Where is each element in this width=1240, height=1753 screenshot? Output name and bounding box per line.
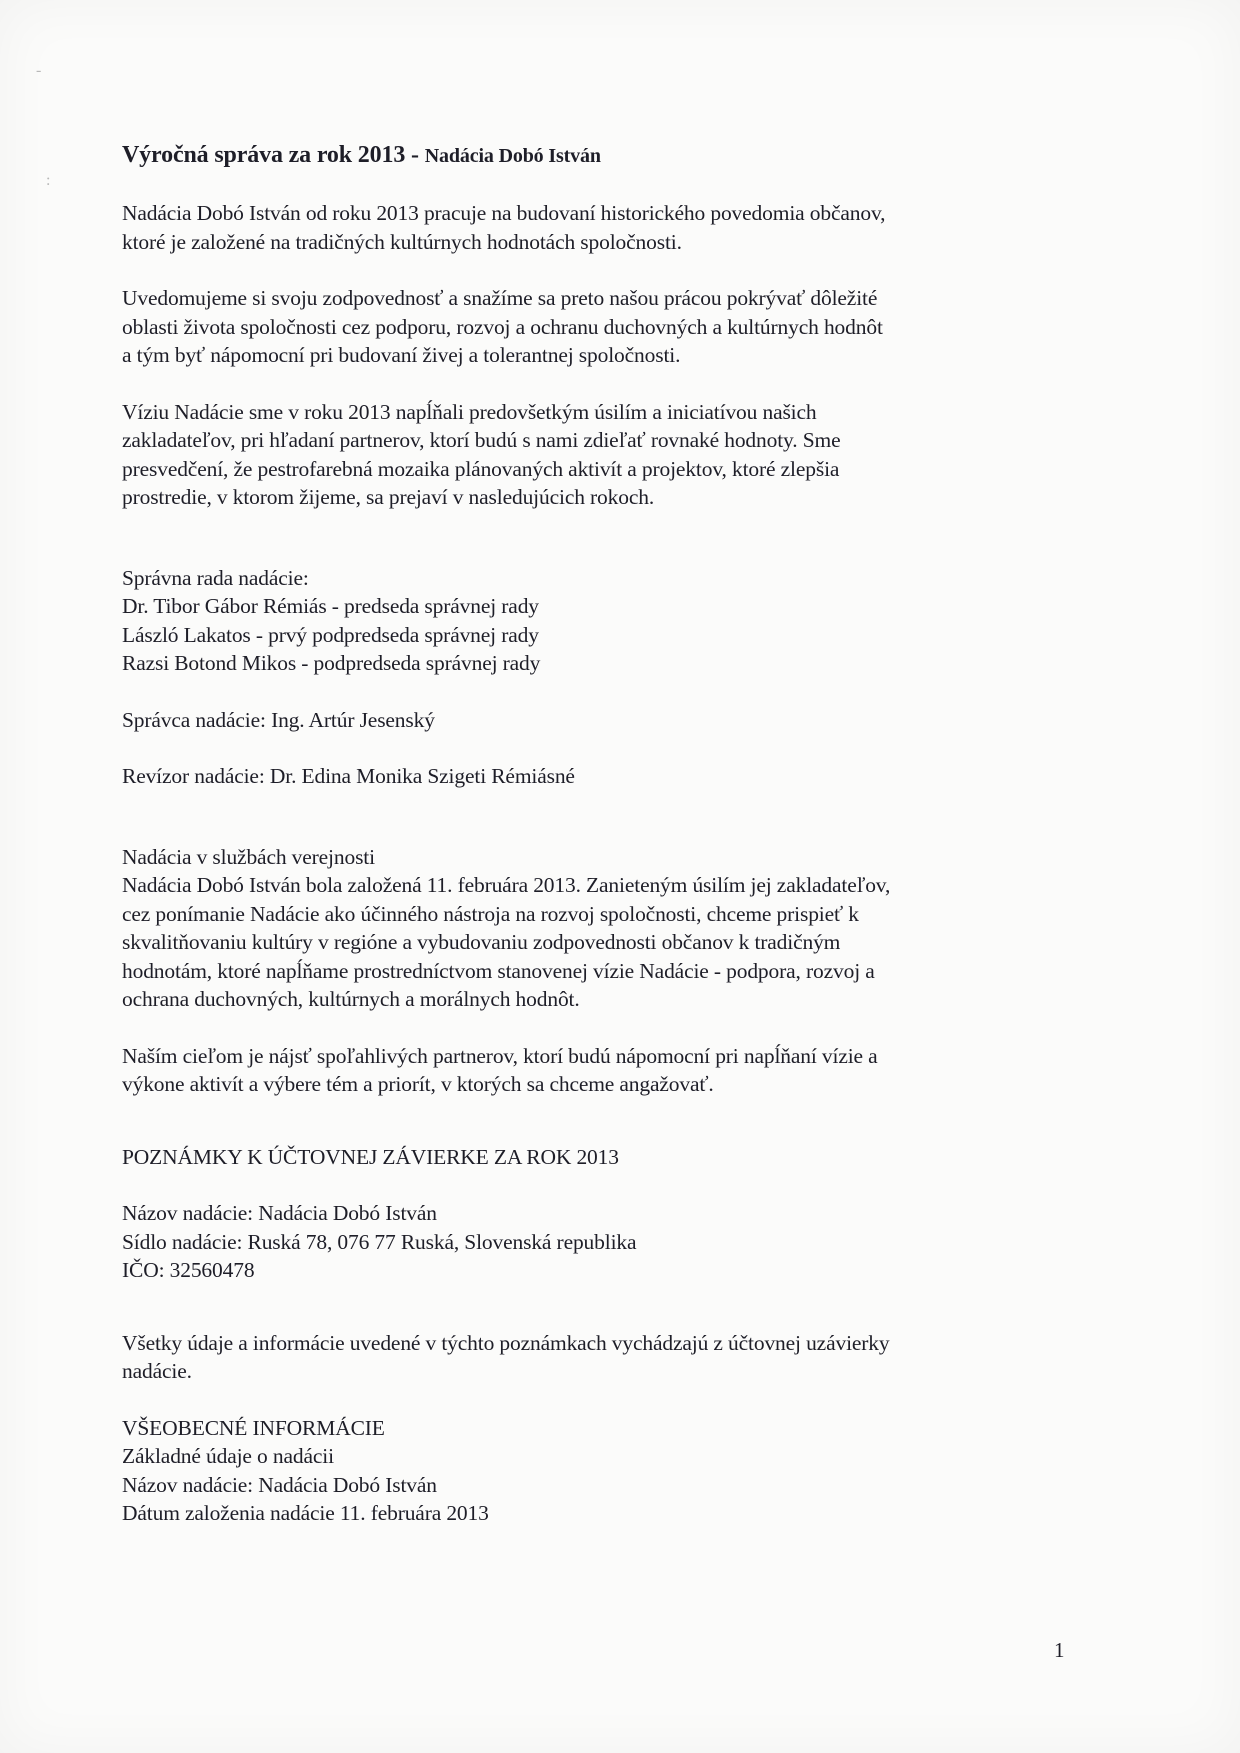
administrator-line: Správca nadácie: Ing. Artúr Jesenský <box>122 707 435 732</box>
general-info-founded: Dátum založenia nadácie 11. februára 2013 <box>122 1501 489 1525</box>
foundation-name: Názov nadácie: Nadácia Dobó István <box>122 1201 437 1225</box>
foundation-seat: Sídlo nadácie: Ruská 78, 076 77 Ruská, Slovenská republika <box>122 1229 637 1254</box>
public-service-section: Nadácia v službách verejnosti Nadácia Dobó István bola založená 11. februára 2013. Zanieteným úsilím jej zakladateľov, cez ponímanie Nadácie ako účinného nástroja na rozvoj spoločnosti, chceme prispieť k skvalitňovaniu kultúry v regióne a vybudovaniu zodpovednosti občanov k tradičným hodnotám, ktoré napĺňame prostredníctvom stanovenej vízie Nadácie - podpora, rozvoj a ochrana duchovných, kultúrnych a morálnych hodnôt. <box>122 843 1122 1014</box>
public-service-heading: Nadácia v službách verejnosti <box>122 844 375 869</box>
page-number: 1 <box>1054 1638 1065 1662</box>
general-info-subheading: Základné údaje o nadácii <box>122 1444 334 1468</box>
title-main: Výročná správa za rok 2013 - <box>122 142 419 168</box>
board-member: Dr. Tibor Gábor Rémiás - predseda správnej rady <box>122 594 539 618</box>
board-member: László Lakatos - prvý podpredseda správnej rady <box>122 622 539 647</box>
document-body <box>122 140 1122 1528</box>
document-title <box>122 140 1122 171</box>
notes-statement: Všetky údaje a informácie uvedené v týchto poznámkach vychádzajú z účtovnej uzávierky nadácie. <box>122 1330 890 1383</box>
foundation-details <box>122 1199 1122 1285</box>
intro-paragraph-1: Nadácia Dobó István od roku 2013 pracuje na budovaní historického povedomia občanov, ktoré je založené na tradičných kultúrnych hodnotách spoločnosti. <box>122 201 886 254</box>
intro-paragraph-2: Uvedomujeme si svoju zodpovednosť a snažíme sa preto našou prácou pokrývať dôležité oblasti života spoločnosti cez podporu, rozvoj a ochranu duchovných a kultúrnych hodnôt a tým byť nápomocní pri budovaní živej a tolerantnej spoločnosti. <box>122 286 883 367</box>
vision-paragraph: Víziu Nadácie sme v roku 2013 napĺňali predovšetkým úsilím a iniciatívou našich zakladateľov, pri hľadaní partnerov, ktorí budú s nami zdieľať rovnaké hodnoty. Sme presvedčení, že pestrofarebná mozaika plánovaných aktivít a projektov, ktoré zlepšia prostredie, v ktorom žijeme, sa prejaví v nasledujúcich rokoch. <box>122 399 841 509</box>
foundation-ico: IČO: 32560478 <box>122 1258 255 1282</box>
general-info-section <box>122 1414 1122 1528</box>
goal-paragraph: Naším cieľom je nájsť spoľahlivých partnerov, ktorí budú nápomocní pri napĺňaní vízie a výkone aktivít a výbere tém a priorít, v ktorých sa chceme angažovať. <box>122 1043 878 1096</box>
auditor-line: Revízor nadácie: Dr. Edina Monika Szigeti Rémiásné <box>122 764 575 788</box>
general-info-heading: VŠEOBECNÉ INFORMÁCIE <box>122 1415 385 1440</box>
title-foundation-name: Nadácia Dobó István <box>424 145 601 167</box>
board-section <box>122 564 1122 678</box>
scan-artifact-mark: - <box>36 62 42 79</box>
board-member: Razsi Botond Mikos - podpredseda správnej rady <box>122 651 541 675</box>
notes-heading: POZNÁMKY K ÚČTOVNEJ ZÁVIERKE ZA ROK 2013 <box>122 1144 619 1169</box>
general-info-name: Názov nadácie: Nadácia Dobó István <box>122 1472 437 1497</box>
scan-artifact-mark: : <box>46 172 51 189</box>
board-heading: Správna rada nadácie: <box>122 565 309 590</box>
